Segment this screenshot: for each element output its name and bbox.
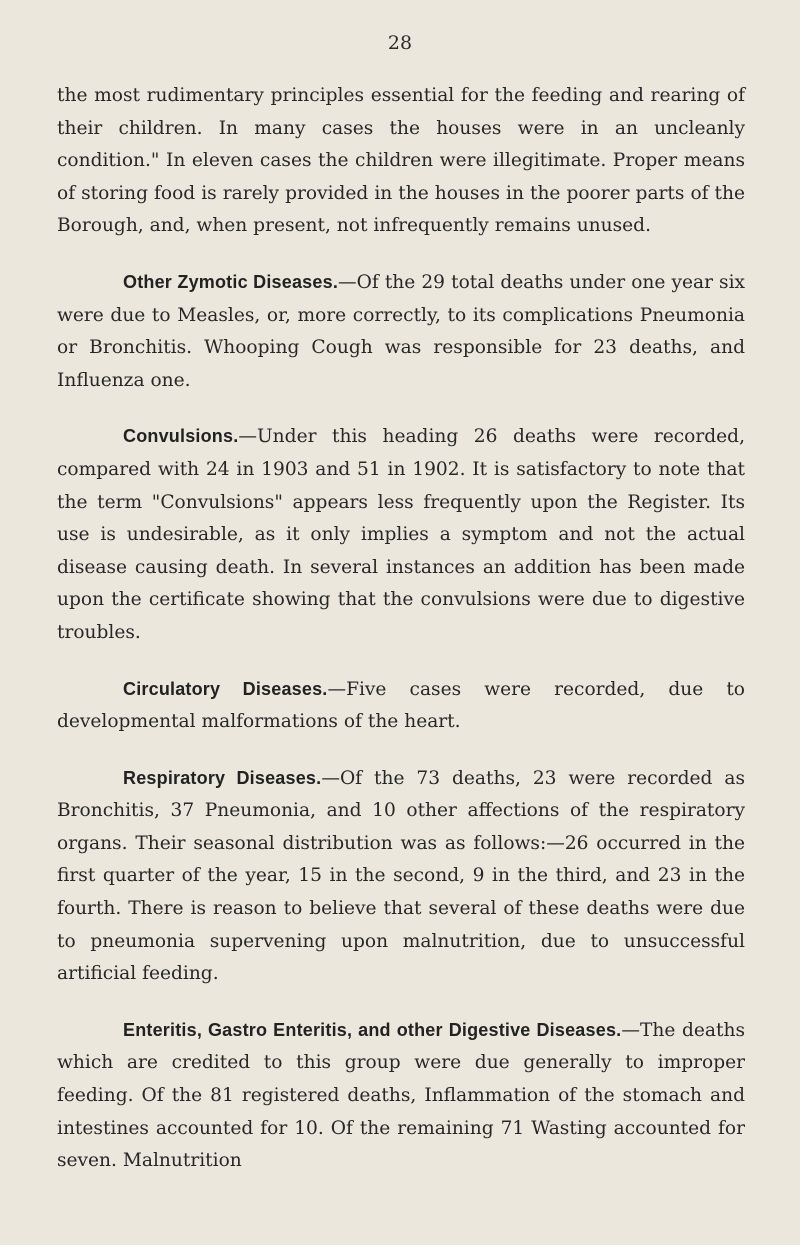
section-heading: Circulatory Diseases. bbox=[123, 678, 328, 699]
section-heading: Respiratory Diseases. bbox=[123, 767, 322, 788]
paragraph-text: the most rudimentary principles essential for the feeding and rearing of their children. In many cases the houses were in an uncleanly condition." In eleven cases the children were illegitimate. Proper means of storing food is rarely provided in the houses in the poorer parts of the Borough, and, when present, not infrequently remains unused. bbox=[57, 85, 745, 237]
paragraph-text: —Of the 73 deaths, 23 were recorded as Bronchitis, 37 Pneumonia, and 10 other affections of the respiratory organs. Their seasonal distribution was as follows:—26 occurred in the first quarter of the year, 15 in the second, 9 in the third, and 23 in the fourth. There is reason to believe that several of these deaths were due to pneumonia supervening upon malnutrition, due to unsuccessful artificial feeding. bbox=[57, 767, 745, 985]
body-text bbox=[57, 80, 745, 1201]
paragraph-convulsions bbox=[57, 420, 745, 649]
paragraph-respiratory-diseases bbox=[57, 762, 745, 991]
page-number: 28 bbox=[387, 32, 413, 54]
section-heading: Enteritis, Gastro Enteritis, and other Digestive Diseases. bbox=[123, 1019, 622, 1040]
paragraph-text: —Five cases were recorded, due to developmental malformations of the heart. bbox=[57, 678, 745, 733]
paragraph-continuation bbox=[57, 80, 745, 243]
paragraph-circulatory-diseases bbox=[57, 673, 745, 739]
paragraph-digestive-diseases bbox=[57, 1014, 745, 1178]
section-heading: Other Zymotic Diseases. bbox=[123, 271, 339, 292]
paragraph-text: —Under this heading 26 deaths were recorded, compared with 24 in 1903 and 51 in 1902. It is satisfactory to note that the term "Convulsions" appears less frequently upon the Register. Its use is undesirable, as it only implies a symptom and not the actual disease causing death. In several instances an addition has been made upon the certificate showing that the convulsions were due to digestive troubles. bbox=[57, 426, 745, 643]
paragraph-text: —The deaths which are credited to this group were due generally to improper feeding. Of the 81 registered deaths, Inflammation of the stomach and intestines accounted for 10. Of the remaining 71 Wasting accounted for seven. Malnutrition bbox=[57, 1019, 745, 1172]
paragraph-text: —Of the 29 total deaths under one year six were due to Measles, or, more correctly, to its complications Pneumonia or Bronchitis. Whooping Cough was responsible for 23 deaths, and Influenza one. bbox=[57, 271, 746, 391]
paragraph-other-zymotic-diseases bbox=[57, 266, 745, 397]
section-heading: Convulsions. bbox=[123, 426, 239, 447]
